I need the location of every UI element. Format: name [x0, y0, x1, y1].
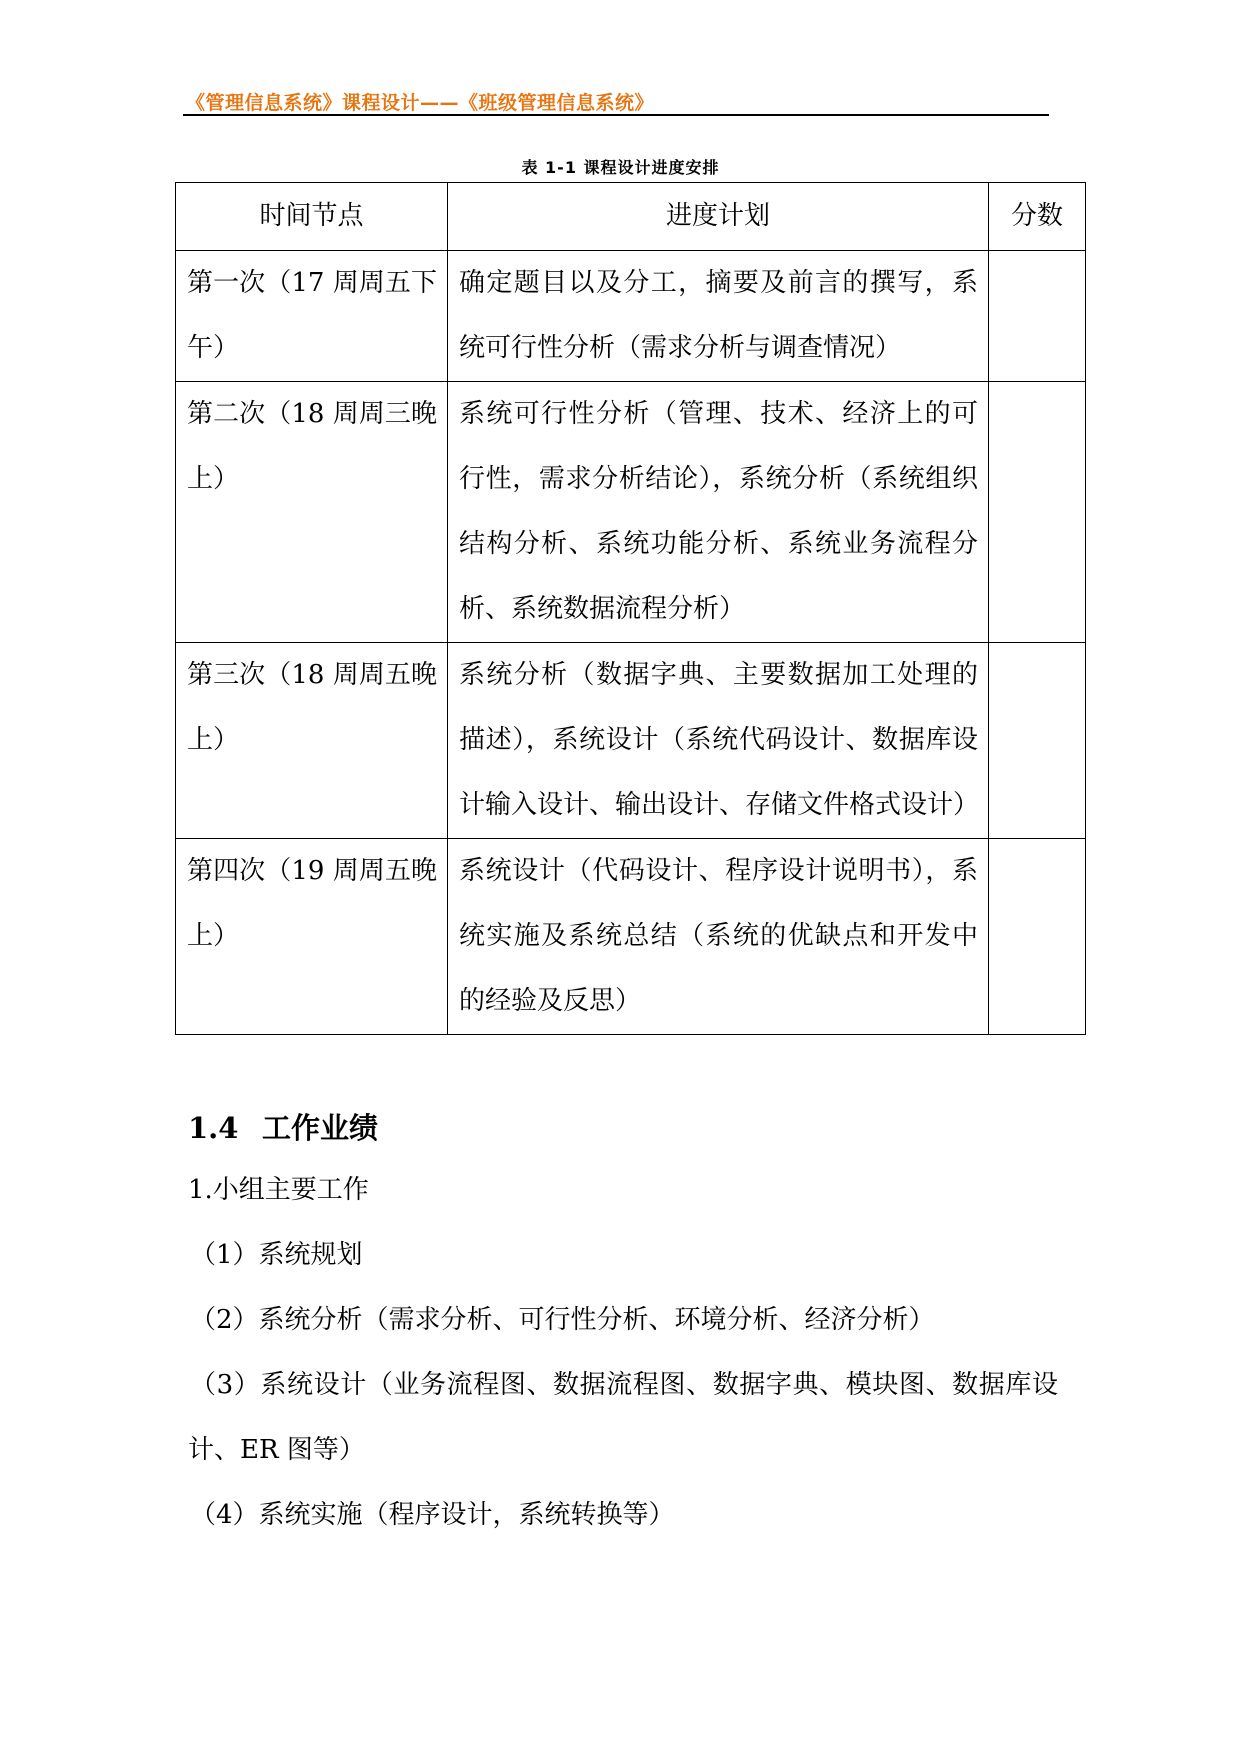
- section-title-text: 工作业绩: [262, 1111, 379, 1145]
- score-cell: [989, 251, 1086, 382]
- time-cell: 第一次（17 周周五下午）: [176, 251, 448, 382]
- score-cell: [989, 382, 1086, 643]
- plan-cell: 系统分析（数据字典、主要数据加工处理的描述），系统设计（系统代码设计、数据库设计输入设计、输出设计、存储文件格式设计）: [448, 643, 989, 839]
- list-item: （2）系统分析（需求分析、可行性分析、环境分析、经济分析）: [190, 1305, 935, 1335]
- section-heading: [188, 1106, 378, 1147]
- plan-cell: 确定题目以及分工，摘要及前言的撰写，系统可行性分析（需求分析与调查情况）: [448, 251, 989, 382]
- header-rule: [183, 114, 1049, 116]
- table-header-row: [176, 183, 1086, 251]
- list-item: （1）系统规划: [190, 1240, 363, 1270]
- page-header-title: 《管理信息系统》课程设计——《班级管理信息系统》: [186, 92, 655, 114]
- table-row: [176, 643, 1086, 839]
- section-number: 1.4: [188, 1111, 239, 1145]
- table-row: [176, 839, 1086, 1035]
- body-text: [188, 1158, 1058, 1548]
- plan-cell: 系统设计（代码设计、程序设计说明书），系统实施及系统总结（系统的优缺点和开发中的经验及反思）: [448, 839, 989, 1035]
- list-item: （3）系统设计（业务流程图、数据流程图、数据字典、模块图、数据库设计、ER 图等）: [188, 1370, 1058, 1465]
- column-header-score: 分数: [989, 183, 1086, 251]
- column-header-plan: 进度计划: [448, 183, 989, 251]
- list-item: （4）系统实施（程序设计，系统转换等）: [190, 1500, 675, 1530]
- table-caption: 表 1-1 课程设计进度安排: [521, 158, 720, 177]
- score-cell: [989, 643, 1086, 839]
- time-cell: 第四次（19 周周五晚上）: [176, 839, 448, 1035]
- table-row: [176, 382, 1086, 643]
- work-intro: 1.小组主要工作: [188, 1175, 369, 1205]
- column-header-time: 时间节点: [176, 183, 448, 251]
- score-cell: [989, 839, 1086, 1035]
- plan-cell: 系统可行性分析（管理、技术、经济上的可行性，需求分析结论），系统分析（系统组织结构分析、系统功能分析、系统业务流程分析、系统数据流程分析）: [448, 382, 989, 643]
- time-cell: 第三次（18 周周五晚上）: [176, 643, 448, 839]
- time-cell: 第二次（18 周周三晚上）: [176, 382, 448, 643]
- schedule-table: [175, 182, 1086, 1035]
- table-row: [176, 251, 1086, 382]
